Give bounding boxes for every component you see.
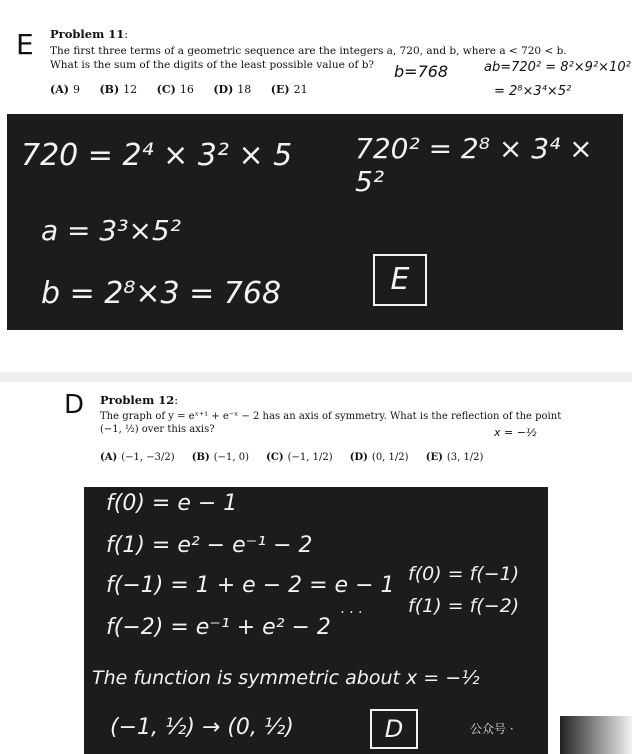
choice bbox=[99, 83, 137, 96]
board2-right2: f(1) = f(−2) bbox=[408, 595, 520, 617]
section-divider bbox=[0, 372, 632, 382]
choice-label: (C) bbox=[266, 452, 284, 463]
choice bbox=[157, 83, 194, 96]
watermark-label: 公众号 · bbox=[470, 722, 514, 736]
choice-value: (0, 1/2) bbox=[371, 452, 409, 463]
choice bbox=[213, 83, 251, 96]
board1-answer-box: E bbox=[373, 254, 427, 306]
choice bbox=[350, 452, 409, 463]
choice-value: (−1, −3/2) bbox=[121, 452, 175, 463]
board2-line4: f(−2) = e⁻¹ + e² − 2 bbox=[106, 615, 331, 640]
problem-12-text-line2: (−1, ½) over this axis? bbox=[100, 424, 215, 435]
problem-11-choices bbox=[50, 83, 308, 96]
problem-11-title-text: Problem 11 bbox=[50, 27, 125, 41]
problem-11-title-colon: : bbox=[124, 27, 129, 41]
choice-label: (B) bbox=[191, 452, 210, 463]
problem-12-title-colon: : bbox=[174, 393, 179, 407]
problem-12-title-text: Problem 12 bbox=[100, 393, 175, 407]
choice-label: (C) bbox=[156, 83, 176, 96]
problem-11-text-line1: The first three terms of a geometric sequence are the integers a, 720, and b, where a < 720 < b. bbox=[50, 45, 567, 57]
handwritten-answer-letter-12: D bbox=[64, 390, 85, 420]
problem-12-choices bbox=[100, 452, 483, 463]
board2-line6: (−1, ½) → (0, ½) bbox=[110, 715, 294, 740]
board2-line2: f(1) = e² − e⁻¹ − 2 bbox=[106, 533, 313, 558]
choice-value: 16 bbox=[179, 83, 194, 96]
choice-value: 9 bbox=[72, 83, 80, 96]
choice-label: (E) bbox=[270, 83, 290, 96]
choice-label: (D) bbox=[213, 83, 234, 96]
handwritten-note-ab-line2: = 2⁸×3⁴×5² bbox=[494, 84, 572, 99]
board2-dots: · · · bbox=[340, 605, 363, 621]
board1-line2: a = 3³×5² bbox=[41, 214, 181, 247]
handwritten-note-b: b=768 bbox=[394, 62, 449, 81]
choice bbox=[266, 452, 332, 463]
choice-value: 21 bbox=[293, 83, 308, 96]
watermark bbox=[560, 716, 632, 754]
choice-label: (D) bbox=[349, 452, 368, 463]
choice-value: (−1, 1/2) bbox=[287, 452, 333, 463]
choice bbox=[192, 452, 249, 463]
choice bbox=[50, 83, 80, 96]
choice bbox=[271, 83, 308, 96]
choice-label: (A) bbox=[100, 452, 118, 463]
choice bbox=[426, 452, 484, 463]
choice-value: (−1, 0) bbox=[213, 452, 249, 463]
handwritten-answer-letter-11: E bbox=[16, 28, 34, 61]
board2-line3: f(−1) = 1 + e − 2 = e − 1 bbox=[106, 573, 395, 598]
choice-value: 12 bbox=[123, 83, 138, 96]
choice bbox=[100, 452, 175, 463]
problem-11-title bbox=[50, 27, 128, 41]
choice-value: (3, 1/2) bbox=[446, 452, 484, 463]
problem-11-text-line2: What is the sum of the digits of the least possible value of b? bbox=[50, 59, 375, 71]
choice-label: (A) bbox=[50, 83, 69, 96]
choice-label: (B) bbox=[99, 83, 120, 96]
board1-line3: b = 2⁸×3 = 768 bbox=[41, 276, 282, 311]
choice-label: (E) bbox=[425, 452, 443, 463]
board2-right1: f(0) = f(−1) bbox=[408, 563, 520, 585]
board1-line1-left: 720 = 2⁴ × 3² × 5 bbox=[21, 138, 293, 173]
board1-line1-right: 720² = 2⁸ × 3⁴ × 5² bbox=[355, 132, 593, 198]
problem-12-text-line1: The graph of y = eˣ⁺¹ + e⁻ˣ − 2 has an axis of symmetry. What is the reflection of the point bbox=[100, 411, 562, 422]
choice-value: 18 bbox=[237, 83, 252, 96]
board2-answer-box: D bbox=[370, 709, 418, 749]
board2-line5: The function is symmetric about x = −½ bbox=[92, 667, 480, 689]
handwritten-note-ab-line1: ab=720² = 8²×9²×10² bbox=[484, 60, 631, 75]
blackboard-solution-12 bbox=[84, 487, 548, 754]
board2-line1: f(0) = e − 1 bbox=[106, 491, 238, 516]
blackboard-solution-11 bbox=[7, 114, 623, 330]
handwritten-note-x: x = −½ bbox=[494, 426, 537, 439]
problem-12-title bbox=[100, 393, 178, 407]
